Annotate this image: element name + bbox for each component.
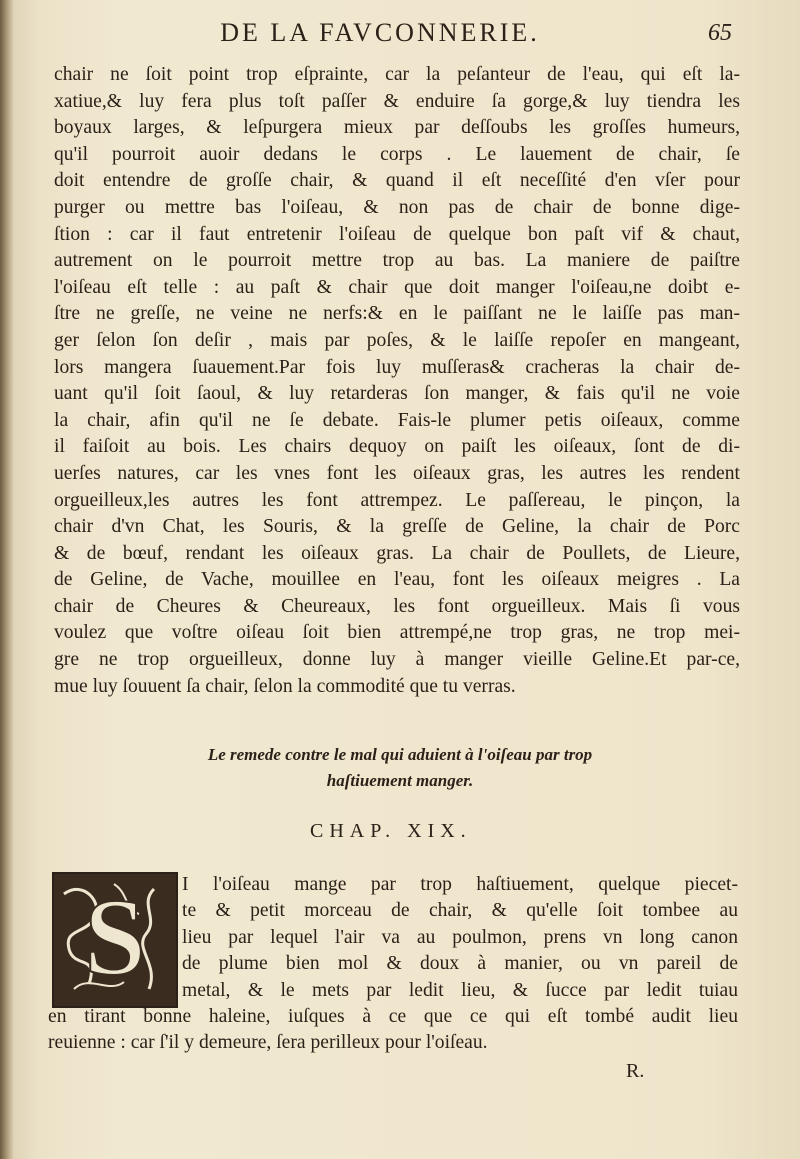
text-line: orgueilleux,les autres les font attrempez. Le paſſereau, le pinçon, la [54, 489, 740, 511]
chapter-heading [140, 742, 660, 794]
text-line: xatiue,& luy fera plus toſt paſſer & enduire ſa gorge,& luy tiendra les [54, 90, 740, 112]
text-line: chair d'vn Chat, les Souris, & la greſſe de Geline, la chair de Porc [54, 516, 740, 538]
text-line: la chair, afin qu'il ne ſe debate. Fais-le plumer petis oiſeaux, comme [54, 409, 740, 431]
text-line: voulez que voſtre oiſeau ſoit bien attrempé,ne trop gras, ne trop mei- [54, 622, 740, 644]
text-line: gre ne trop orgueilleux, donne luy à manger vieille Geline.Et par-ce, [54, 649, 740, 671]
text-line: reuienne : car ſ'il y demeure, ſera perilleux pour l'oiſeau. [48, 1032, 488, 1054]
text-line: I l'oiſeau mange par trop haſtiuement, quelque piecet- [182, 874, 738, 895]
chapter-heading-line: Le remede contre le mal qui aduient à l'oiſeau par trop [207, 745, 593, 764]
text-line: autrement on le pourroit mettre trop au bas. La maniere de paiſtre [54, 250, 740, 272]
text-line: doit entendre de groſſe chair, & quand il eſt neceſſité d'en vſer pour [54, 170, 740, 192]
text-line: de plume bien mol & doux à manier, ou vn pareil de [182, 953, 738, 975]
text-line: de Geline, de Vache, mouillee en l'eau, font les oiſeaux meigres . La [54, 569, 740, 591]
svg-text:S: S [84, 876, 146, 998]
chapter-text-beside-initial [182, 872, 738, 1004]
text-line: metal, & le mets par ledit lieu, & ſucce par ledit tuiau [182, 979, 738, 1001]
text-line: qu'il pourroit auoir dedans le corps . Le lauement de chair, ſe [54, 143, 740, 165]
text-line: lors mangera ſuauement.Par fois luy muſſeras& cracheras la chair de- [54, 356, 740, 378]
text-line: purger ou mettre bas l'oiſeau, & non pas de chair de bonne dige- [54, 196, 740, 218]
text-line: l'oiſeau eſt telle : au paſt & chair que doit manger l'oiſeau,ne doibt e- [54, 276, 740, 298]
ornament-letter-s-icon [54, 874, 176, 1006]
text-line: il faiſoit au bois. Les chairs dequoy on paiſt les oiſeaux, ſont de di- [54, 436, 740, 458]
text-line: uant qu'il ſoit ſaoul, & luy retarderas ſon manger, & fais qu'il ne voie [54, 383, 740, 405]
text-line: lieu par lequel l'air va au poulmon, prens vn long canon [182, 926, 738, 948]
running-title: DE LA FAVCONNERIE. [220, 18, 540, 47]
text-line: chair ne ſoit point trop eſpraintе, car la peſanteur de l'eau, qui eſt la- [54, 64, 740, 85]
text-line: & de bœuf, rendant les oiſeaux gras. La chair de Poullets, de Lieure, [54, 542, 740, 564]
text-line: uerſes natures, car les vnes font les oiſeaux gras, les autres les rendent [54, 462, 740, 484]
text-line: ſtion : car il faut entretenir l'oiſeau de quelque bon paſt vif & chaut, [54, 223, 740, 245]
text-line: ger ſelon ſon deſir , mais par poſes, & le laiſſe repoſer en mangeant, [54, 329, 740, 351]
chapter-number: CHAP. XIX. [310, 820, 472, 842]
text-line: boyaux larges, & leſpurgera mieux par deſſoubs les groſſes humeurs, [54, 117, 740, 139]
text-line: te & petit morceau de chair, & qu'elle ſoit tombee au [182, 900, 738, 922]
page-number: 65 [708, 20, 732, 46]
binding-gutter [0, 0, 14, 1159]
text-line: chair de Cheures & Cheureaux, les font orgueilleux. Mais ſi vous [54, 595, 740, 617]
chapter-heading-line: haſtiuement manger. [326, 771, 474, 790]
chapter-text-full [48, 1004, 738, 1057]
text-line: ſtre ne greſſe, ne veine ne nerfs:& en le paiſſant ne le laiſſe pas man- [54, 303, 740, 325]
decorated-initial [52, 872, 178, 1008]
main-text-block [54, 62, 740, 700]
catchword: R. [626, 1060, 645, 1082]
text-line: en tirant bonne haleine, iuſques à ce que ce qui eſt tombé audit lieu [48, 1006, 738, 1027]
text-line: mue luy ſouuent ſa chair, ſelon la commodité que tu verras. [54, 675, 516, 697]
